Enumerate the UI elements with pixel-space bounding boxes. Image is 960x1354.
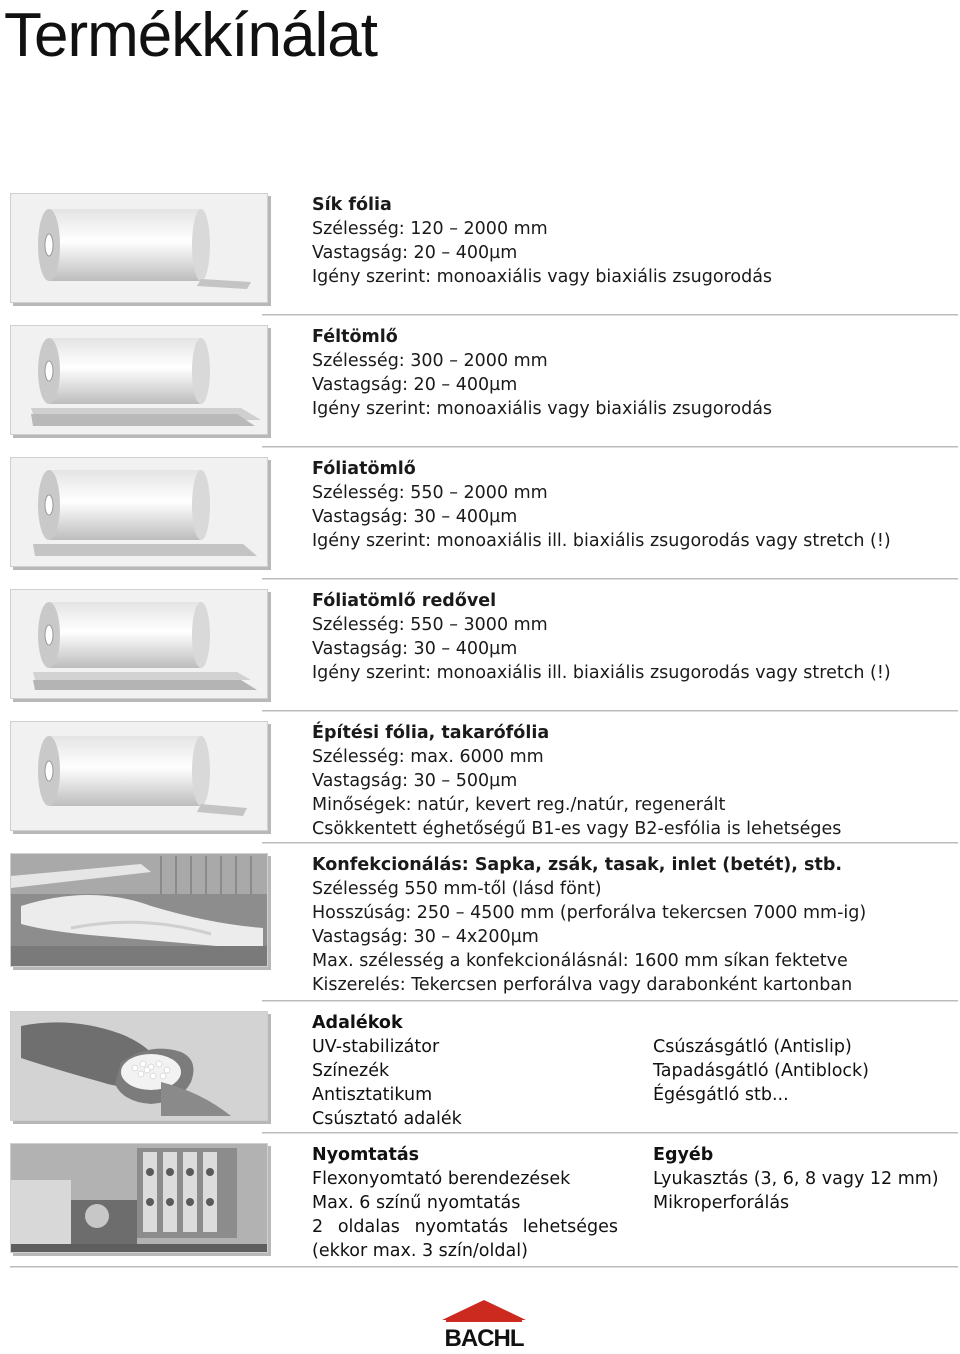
- divider: [10, 1266, 958, 1267]
- product-spec: Kiszerelés: Tekercsen perforálva vagy darabonként kartonban: [312, 975, 853, 995]
- product-spec: Szélesség: max. 6000 mm: [312, 747, 544, 767]
- bachl-logo: [440, 1298, 528, 1350]
- divider: [262, 1132, 958, 1133]
- product-spec: Vastagság: 30 – 400µm: [312, 507, 518, 527]
- page-title: Termékkínálat: [4, 1, 377, 70]
- printing-item: [312, 1215, 618, 1239]
- divider: [262, 710, 958, 711]
- product-title: Sík fólia: [312, 195, 392, 215]
- product-spec: Szélesség: 300 – 2000 mm: [312, 351, 548, 371]
- divider: [262, 314, 958, 315]
- word: oldalas: [337, 1217, 400, 1237]
- additive-item: Tapadásgátló (Antiblock): [653, 1061, 869, 1081]
- product-title: Konfekcionálás: Sapka, zsák, tasak, inlet (betét), stb.: [312, 855, 842, 875]
- product-spec: Minőségek: natúr, kevert reg./natúr, regenerált: [312, 795, 726, 815]
- product-spec: Szélesség: 120 – 2000 mm: [312, 219, 548, 239]
- printing-machine-photo: [10, 1143, 268, 1253]
- film-roll-image: [10, 457, 268, 567]
- additive-item: Színezék: [312, 1061, 390, 1081]
- product-spec: Vastagság: 30 – 4x200µm: [312, 927, 539, 947]
- divider: [262, 578, 958, 579]
- additive-item: Csúsztató adalék: [312, 1109, 462, 1129]
- divider: [262, 842, 958, 843]
- product-construction-film: [10, 721, 958, 839]
- word: 2: [312, 1217, 324, 1237]
- product-spec: Szélesség: 550 – 2000 mm: [312, 483, 548, 503]
- product-title: Fóliatömlő: [312, 459, 416, 479]
- additives-section: [10, 1011, 958, 1129]
- product-spec: Igény szerint: monoaxiális ill. biaxiális zsugorodás vagy stretch (!): [312, 531, 891, 551]
- product-spec: Igény szerint: monoaxiális vagy biaxiális zsugorodás: [312, 267, 773, 287]
- additive-item: Antisztatikum: [312, 1085, 433, 1105]
- product-title: Építési fólia, takarófólia: [312, 723, 550, 743]
- svg-text:BACHL: BACHL: [444, 1325, 524, 1350]
- product-title: Féltömlő: [312, 327, 398, 347]
- product-spec: Vastagság: 20 – 400µm: [312, 375, 518, 395]
- printing-item: Max. 6 színű nyomtatás: [312, 1193, 521, 1213]
- product-spec: Csökkentett éghetőségű B1-es vagy B2-esfólia is lehetséges: [312, 819, 842, 839]
- other-title: Egyéb: [653, 1145, 714, 1165]
- product-half-tube: [10, 325, 958, 437]
- other-item: Lyukasztás (3, 6, 8 vagy 12 mm): [653, 1169, 939, 1189]
- product-film-tube: [10, 457, 958, 569]
- printing-section: [10, 1143, 958, 1261]
- product-title: Fóliatömlő redővel: [312, 591, 497, 611]
- product-spec: Hosszúság: 250 – 4500 mm (perforálva tekercsen 7000 mm-ig): [312, 903, 867, 923]
- product-gusseted-tube: [10, 589, 958, 701]
- additive-item: Csúszásgátló (Antislip): [653, 1037, 852, 1057]
- film-roll-image: [10, 721, 268, 831]
- additive-item: Égésgátló stb...: [653, 1085, 789, 1105]
- divider: [262, 446, 958, 447]
- bags-production-photo: [10, 853, 268, 967]
- product-spec: Igény szerint: monoaxiális ill. biaxiális zsugorodás vagy stretch (!): [312, 663, 891, 683]
- printing-item: Flexonyomtató berendezések: [312, 1169, 571, 1189]
- product-spec: Szélesség: 550 – 3000 mm: [312, 615, 548, 635]
- product-converting: [10, 853, 958, 993]
- product-spec: Max. szélesség a konfekcionálásnál: 1600 mm síkan fektetve: [312, 951, 848, 971]
- film-roll-image: [10, 589, 268, 699]
- other-item: Mikroperforálás: [653, 1193, 790, 1213]
- word: nyomtatás: [414, 1217, 509, 1237]
- product-spec: Vastagság: 20 – 400µm: [312, 243, 518, 263]
- granules-in-hands-photo: [10, 1011, 268, 1121]
- film-roll-image: [10, 193, 268, 303]
- divider: [262, 1000, 958, 1001]
- product-spec: Szélesség 550 mm-től (lásd fönt): [312, 879, 602, 899]
- film-roll-image: [10, 325, 268, 435]
- additives-title: Adalékok: [312, 1013, 403, 1033]
- printing-item: (ekkor max. 3 szín/oldal): [312, 1241, 528, 1261]
- product-spec: Vastagság: 30 – 400µm: [312, 639, 518, 659]
- printing-title: Nyomtatás: [312, 1145, 420, 1165]
- word: lehetséges: [522, 1217, 618, 1237]
- product-spec: Igény szerint: monoaxiális vagy biaxiális zsugorodás: [312, 399, 773, 419]
- product-spec: Vastagság: 30 – 500µm: [312, 771, 518, 791]
- product-flat-film: [10, 193, 958, 305]
- additive-item: UV-stabilizátor: [312, 1037, 440, 1057]
